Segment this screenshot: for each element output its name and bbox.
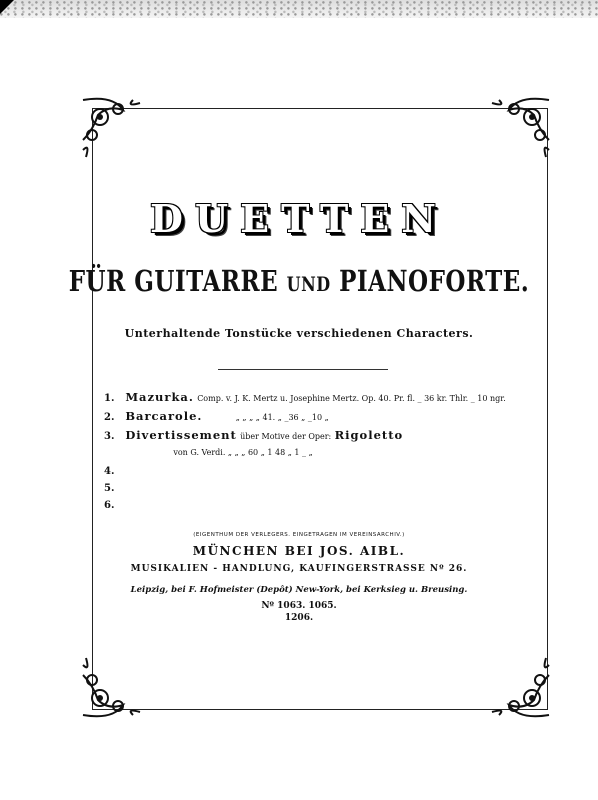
- subtitle-und: UND: [286, 272, 331, 296]
- list-item: [104, 500, 122, 511]
- publisher-city: MÜNCHEN BEI JOS. AIBL.: [192, 544, 406, 558]
- corner-ornament-bottom-left: [78, 650, 148, 720]
- item-number: 6.: [104, 500, 115, 511]
- publisher-shop: MUSIKALIEN - HANDLUNG, KAUFINGERSTRASSE Nº 26.: [130, 564, 468, 574]
- main-title: DUETTEN: [150, 196, 448, 241]
- item-opera: Rigoletto: [334, 428, 404, 442]
- item-details: „ „ „ „ 41. „ _36 „ _10 „: [235, 413, 329, 422]
- list-item: [104, 466, 122, 477]
- item-details: Comp. v. J. K. Mertz u. Josephine Mertz. Op. 40. Pr. fl. _ 36 kr. Thlr. _ 10 ngr.: [197, 394, 506, 403]
- plate-extra: 1206.: [284, 613, 314, 623]
- item-number: 3.: [104, 431, 115, 442]
- item-details: von G. Verdi. „ „ „ 60 „ 1 48 „ 1 _ „: [173, 448, 313, 457]
- subtitle-fur: FÜR: [68, 264, 126, 299]
- subtitle-guitarre: GUITARRE: [134, 264, 279, 299]
- scan-top-band: [0, 0, 598, 18]
- list-item: [104, 483, 122, 494]
- item-title: Barcarole.: [125, 409, 203, 423]
- item-number: 1.: [104, 393, 115, 404]
- list-item: [152, 447, 313, 458]
- item-number: 5.: [104, 483, 115, 494]
- item-number: 2.: [104, 412, 115, 423]
- list-item: [104, 409, 329, 423]
- subtitle: [0, 265, 598, 299]
- rights-notice: (EIGENTHUM DER VERLEGERS. EINGETRAGEN IM VEREINSARCHIV.): [193, 532, 405, 538]
- publisher-agents: Leipzig, bei F. Hofmeister (Depôt) New-York, bei Kerksieg u. Breusing.: [130, 585, 468, 595]
- item-number: 4.: [104, 466, 115, 477]
- item-title: Mazurka.: [125, 390, 194, 404]
- list-item: [104, 390, 506, 404]
- plate-numbers: Nº 1063. 1065.: [261, 601, 337, 611]
- corner-ornament-top-left: [78, 95, 148, 165]
- item-title: Divertissement: [125, 428, 237, 442]
- subtitle-pianoforte: PIANOFORTE.: [339, 264, 530, 299]
- scan-corner-mark: [0, 0, 14, 14]
- item-details: über Motive der Oper:: [240, 432, 332, 441]
- corner-ornament-top-right: [484, 95, 554, 165]
- corner-ornament-bottom-right: [484, 650, 554, 720]
- list-item: [104, 428, 403, 442]
- description: Unterhaltende Tonstücke verschiedenen Characters.: [124, 327, 474, 340]
- divider-rule: [218, 369, 388, 370]
